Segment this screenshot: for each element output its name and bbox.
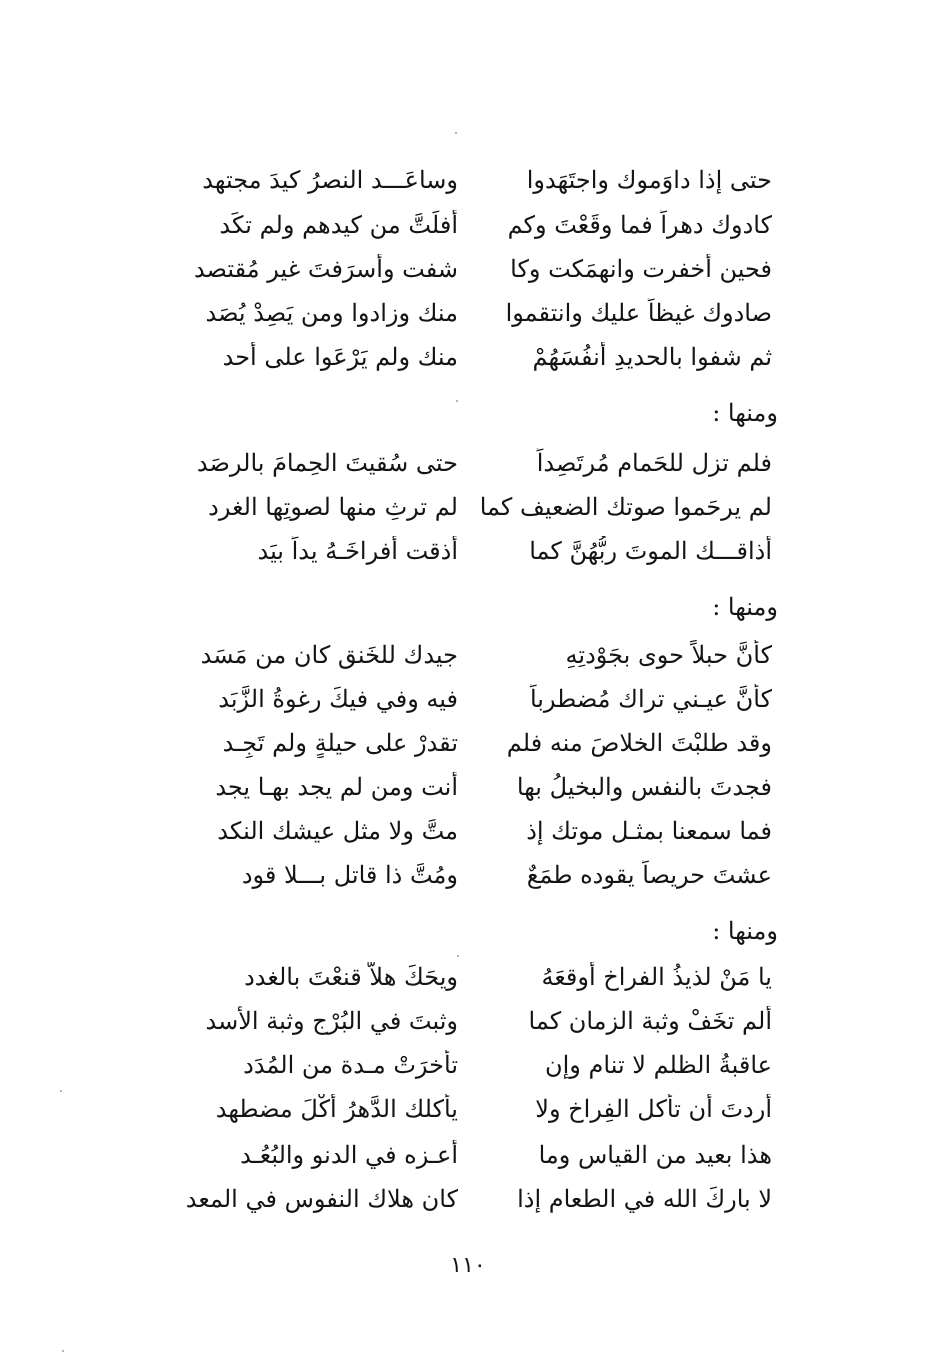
verse-first-hemistich: عشتَ حريصاً يقوده طمَعٌ [526,861,772,889]
verse-second-hemistich: وثبتَ في البُرْجِ وثبة الأسد [205,1007,458,1035]
verse-first-hemistich: كأنَّ عيـني تراك مُضطرباً [529,685,772,713]
verse-second-hemistich: ومُتَّ ذا قاتل بـــلا قود [241,861,458,889]
verse-second-hemistich: كان هلاك النفوس في المعد [185,1185,458,1213]
verse-first-hemistich: وقد طلبْتَ الخلاصَ منه فلم [506,729,772,757]
verse-first-hemistich: حتى إذا داوَموك واجتَهَدوا [526,166,772,194]
verse-first-hemistich: فحين أخفرت وانهمَكت وكا [510,255,772,283]
verse-second-hemistich: يأكلك الدَّهرُ أكْلَ مضطهد [215,1095,458,1123]
verse-second-hemistich: أفلَتَّ من كيدهم ولم تكَد [219,211,458,239]
verse-second-hemistich: متَّ ولا مثل عيشك النكد [217,817,458,845]
verse-second-hemistich: ويحَكَ هلاَّ قنعْتَ بالغدد [244,963,458,991]
verse-first-hemistich: ثم شفوا بالحديدِ أنفُسَهُمْ [532,343,772,371]
verse-second-hemistich: شفت وأسرَفتَ غير مُقتصد [193,255,458,283]
verse-first-hemistich: هذا بعيد من القياس وما [538,1141,772,1169]
scan-speck [455,132,457,134]
verse-first-hemistich: أذاقـــك الموتَ ربُّهُنَّ كما [529,537,772,565]
section-heading: ومنها : [712,917,778,945]
scan-speck [60,1090,62,1092]
verse-second-hemistich: منك وزادوا ومن يَصِدْ يُصَد [205,299,458,327]
section-heading: ومنها : [712,399,778,427]
verse-second-hemistich: وساعَـــد النصرُ كيدَ مجتهد [202,166,458,194]
verse-second-hemistich: أذقت أفراخَـهُ يداً بيَد [257,537,458,565]
verse-second-hemistich: جيدك للخَنقِ كان من مَسَد [200,641,458,669]
scan-speck [62,1350,64,1352]
verse-second-hemistich: أنت ومن لم يجد بهـا يجد [215,773,458,801]
verse-first-hemistich: كأنَّ حبلاً حوى بجَوْدتِهِ [565,641,772,669]
verse-first-hemistich: فلم تزل للحَمامِ مُرتَصِداً [536,449,772,477]
verse-second-hemistich: فيه وفي فيكَ رغوةُ الزَّبَد [218,685,458,713]
verse-first-hemistich: أردتَ أن تأكل الفِراخ ولا [535,1095,772,1123]
scan-speck [456,400,458,402]
verse-first-hemistich: لم يرحَموا صوتك الضعيف كما [479,493,772,521]
section-heading: ومنها : [712,593,778,621]
verse-first-hemistich: صادوك غيظاً عليك وانتقموا [505,299,772,327]
verse-first-hemistich: كادوك دهراً فما وقَعْتَ وكم [507,211,772,239]
verse-first-hemistich: ألم تخَفْ وثبة الزمان كما [528,1007,772,1035]
verse-first-hemistich: لا باركَ الله في الطعام إذا [517,1185,772,1213]
scan-speck [457,955,459,957]
verse-first-hemistich: فجدتَ بالنفس والبخيلُ بها [516,773,772,801]
verse-second-hemistich: تأخرَتْ مـدة من المُدَد [243,1051,458,1079]
verse-second-hemistich: أعـزه في الدنو والبُعُـد [240,1141,458,1169]
verse-first-hemistich: عاقبةُ الظلم لا تنام وإن [545,1051,772,1079]
verse-second-hemistich: حتى سُقيتَ الحِمامَ بالرصَد [196,449,458,477]
verse-second-hemistich: منك ولم يَرْعَوا على أحد [222,343,458,371]
verse-first-hemistich: فما سمعنا بمثـل موتك إذ [526,817,772,845]
verse-second-hemistich: لم ترثِ منها لصوتِها الغرد [208,493,458,521]
verse-second-hemistich: تقدرْ على حيلةٍ ولم تَجِـد [222,729,458,757]
page-number: ١١٠ [450,1253,486,1278]
verse-first-hemistich: يا مَنْ لذيذُ الفراخ أوقعَهُ [541,963,772,991]
